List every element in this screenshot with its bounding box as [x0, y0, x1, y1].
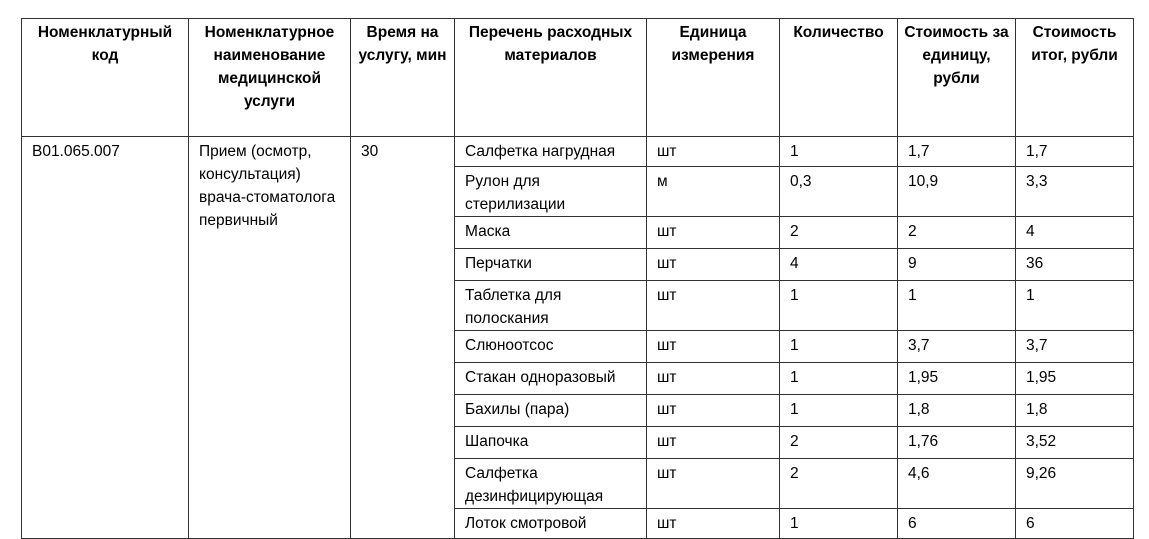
- material-name: Лоток смотровой: [455, 509, 647, 539]
- table-row: [22, 137, 1134, 167]
- table-header-row: [22, 19, 1134, 137]
- material-unit-cost: 1,95: [898, 363, 1016, 395]
- material-unit: шт: [647, 281, 780, 331]
- material-name: Бахилы (пара): [455, 395, 647, 427]
- material-unit: шт: [647, 459, 780, 509]
- material-name: Маска: [455, 217, 647, 249]
- material-qty: 4: [780, 249, 898, 281]
- document-page: [21, 18, 1134, 539]
- material-total: 3,3: [1016, 167, 1134, 217]
- material-total: 3,52: [1016, 427, 1134, 459]
- material-name: Салфетка нагрудная: [455, 137, 647, 167]
- material-unit-cost: 1,76: [898, 427, 1016, 459]
- material-name: Шапочка: [455, 427, 647, 459]
- material-total: 36: [1016, 249, 1134, 281]
- material-qty: 0,3: [780, 167, 898, 217]
- service-time-cell: 30: [351, 137, 455, 539]
- header-service-name: Номенклатурное наименование медицинской услуги: [189, 19, 351, 137]
- material-qty: 1: [780, 137, 898, 167]
- material-unit-cost: 3,7: [898, 331, 1016, 363]
- service-code-cell: В01.065.007: [22, 137, 189, 539]
- material-total: 6: [1016, 509, 1134, 539]
- material-unit: шт: [647, 249, 780, 281]
- material-total: 9,26: [1016, 459, 1134, 509]
- material-name: Перчатки: [455, 249, 647, 281]
- material-total: 1: [1016, 281, 1134, 331]
- header-materials: Перечень расходных материалов: [455, 19, 647, 137]
- header-unit: Единица измерения: [647, 19, 780, 137]
- material-unit-cost: 10,9: [898, 167, 1016, 217]
- material-unit: шт: [647, 509, 780, 539]
- material-unit-cost: 9: [898, 249, 1016, 281]
- material-qty: 1: [780, 363, 898, 395]
- header-quantity: Количество: [780, 19, 898, 137]
- material-qty: 1: [780, 509, 898, 539]
- material-qty: 1: [780, 395, 898, 427]
- materials-cost-table: [21, 18, 1134, 539]
- material-unit-cost: 6: [898, 509, 1016, 539]
- material-name: Слюноотсос: [455, 331, 647, 363]
- material-unit: шт: [647, 137, 780, 167]
- service-name-cell: Прием (осмотр, консультация) врача-стоматолога первичный: [189, 137, 351, 539]
- material-name: Таблетка для полоскания: [455, 281, 647, 331]
- material-total: 1,8: [1016, 395, 1134, 427]
- header-unit-cost: Стоимость за единицу, рубли: [898, 19, 1016, 137]
- header-total-cost: Стоимость итог, рубли: [1016, 19, 1134, 137]
- material-total: 3,7: [1016, 331, 1134, 363]
- material-unit-cost: 1,7: [898, 137, 1016, 167]
- header-code: Номенклатурный код: [22, 19, 189, 137]
- material-qty: 2: [780, 459, 898, 509]
- material-name: Рулон для стерилизации: [455, 167, 647, 217]
- material-unit: м: [647, 167, 780, 217]
- material-unit: шт: [647, 427, 780, 459]
- material-name: Салфетка дезинфицирующая: [455, 459, 647, 509]
- material-total: 1,95: [1016, 363, 1134, 395]
- material-total: 4: [1016, 217, 1134, 249]
- material-qty: 2: [780, 217, 898, 249]
- material-qty: 2: [780, 427, 898, 459]
- material-unit-cost: 2: [898, 217, 1016, 249]
- header-time: Время на услугу, мин: [351, 19, 455, 137]
- material-unit-cost: 1,8: [898, 395, 1016, 427]
- material-unit: шт: [647, 363, 780, 395]
- material-unit: шт: [647, 217, 780, 249]
- material-unit-cost: 1: [898, 281, 1016, 331]
- material-unit: шт: [647, 331, 780, 363]
- material-qty: 1: [780, 331, 898, 363]
- material-name: Стакан одноразовый: [455, 363, 647, 395]
- material-unit-cost: 4,6: [898, 459, 1016, 509]
- material-qty: 1: [780, 281, 898, 331]
- material-total: 1,7: [1016, 137, 1134, 167]
- material-unit: шт: [647, 395, 780, 427]
